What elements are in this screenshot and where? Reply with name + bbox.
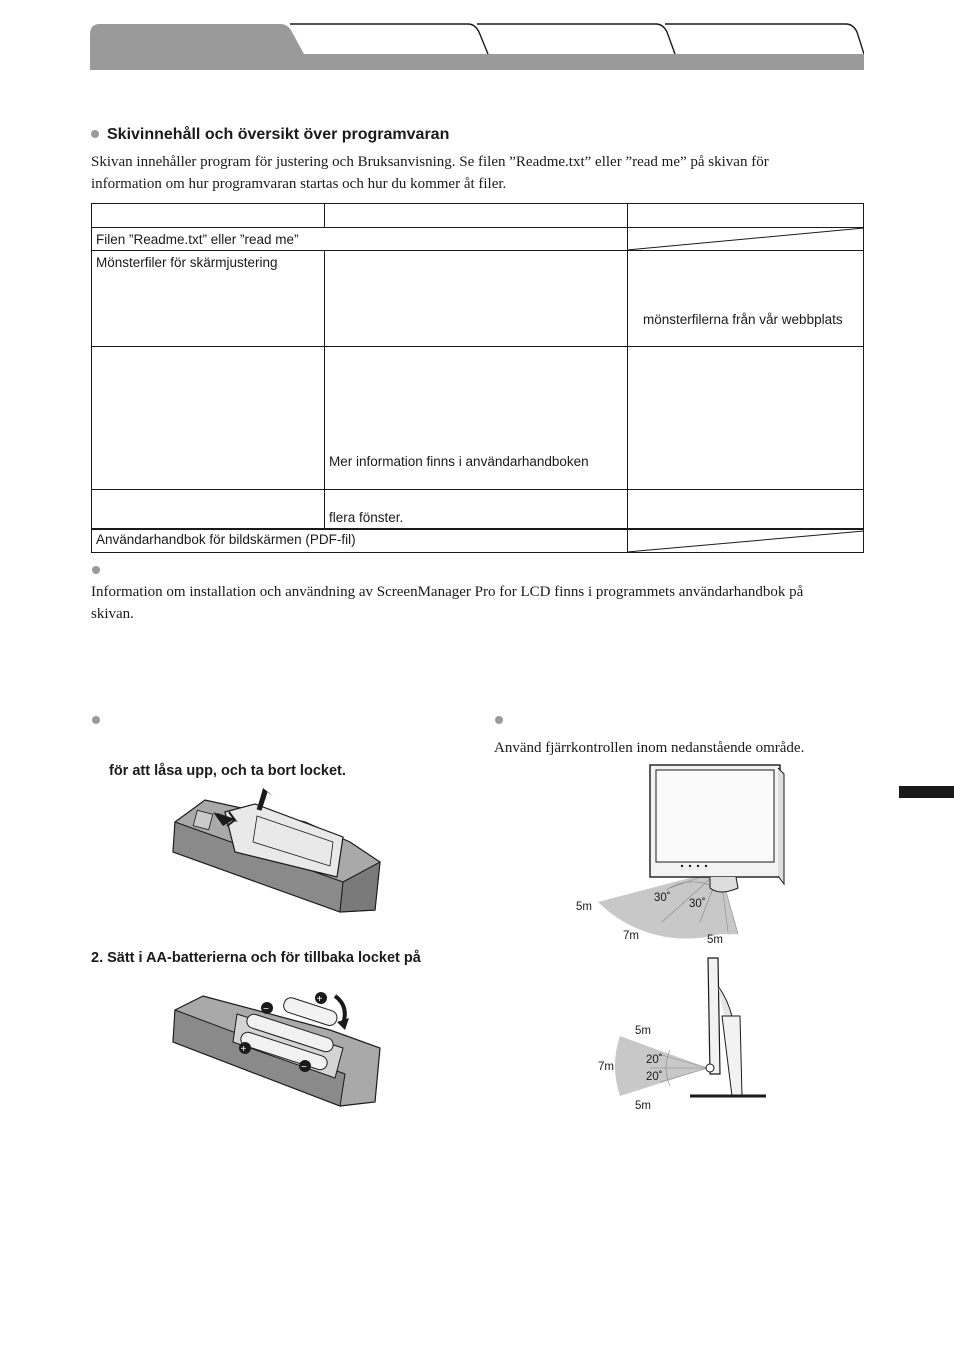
software-intro-line1: Skivan innehåller program för justering och Bruksanvisning. Se filen ”Readme.txt” eller ”read me” på skivan för — [91, 154, 769, 170]
battery-step-2: 2. Sätt i AA-batterierna och för tillbaka locket på — [91, 950, 421, 966]
table-cell-pattern-files: Mönsterfiler för skärmjustering — [96, 255, 278, 270]
empty-cell-slash — [627, 227, 864, 251]
side-view-angle-up: 20˚ — [646, 1054, 663, 1066]
top-view-angle-left: 30˚ — [654, 892, 671, 904]
svg-text:−: − — [263, 1004, 269, 1015]
tab-1[interactable] — [100, 28, 280, 50]
range-side-view-diagram — [590, 956, 770, 1116]
table-cell-user-manual: Användarhandbok för bildskärmen (PDF-fil) — [96, 532, 356, 547]
range-top-view-diagram — [570, 762, 790, 946]
battery-step-1: för att låsa upp, och ta bort locket. — [109, 763, 346, 779]
remote-batteries-illustration — [165, 990, 387, 1110]
screenmanager-text-line2: skivan. — [91, 606, 134, 622]
top-view-left-distance: 5m — [576, 901, 592, 913]
table-cell-more-info: Mer information finns i användarhandboken — [329, 454, 589, 469]
bullet-icon — [495, 716, 503, 724]
range-text: Använd fjärrkontrollen inom nedanstående område. — [494, 740, 805, 756]
svg-text:−: − — [301, 1062, 307, 1073]
software-table — [91, 203, 864, 553]
top-view-right-distance: 5m — [707, 934, 723, 946]
side-view-center-distance: 7m — [598, 1061, 614, 1073]
software-heading-text: Skivinnehåll och översikt över programvaran — [107, 126, 450, 143]
svg-text:+: + — [316, 994, 323, 1005]
screenmanager-text-line1: Information om installation och användning av ScreenManager Pro for LCD finns i programmets användarhandbok på — [91, 584, 804, 600]
tab-3[interactable] — [485, 28, 655, 50]
side-view-angle-down: 20˚ — [646, 1071, 663, 1083]
bullet-icon — [92, 716, 100, 724]
empty-cell-slash — [627, 530, 864, 553]
remote-open-cover-illustration — [165, 782, 387, 918]
svg-text:+: + — [240, 1044, 247, 1055]
bullet-icon — [92, 566, 100, 574]
side-view-bottom-distance: 5m — [635, 1100, 651, 1112]
table-cell-pattern-download: mönsterfilerna från vår webbplats — [643, 312, 843, 327]
top-view-center-distance: 7m — [623, 930, 639, 942]
side-view-top-distance: 5m — [635, 1025, 651, 1037]
tab-4[interactable] — [675, 28, 845, 50]
table-cell-readme: Filen ”Readme.txt” eller ”read me” — [96, 232, 299, 247]
software-intro-line2: information om hur programvaran startas och hur du kommer åt filer. — [91, 176, 507, 192]
header-tab-bar — [90, 20, 864, 72]
top-view-angle-right: 30˚ — [689, 898, 706, 910]
software-heading — [91, 126, 449, 144]
table-cell-windows: flera fönster. — [329, 510, 404, 525]
bullet-icon — [91, 130, 99, 138]
tab-2[interactable] — [300, 28, 470, 50]
chapter-marker — [899, 786, 954, 798]
